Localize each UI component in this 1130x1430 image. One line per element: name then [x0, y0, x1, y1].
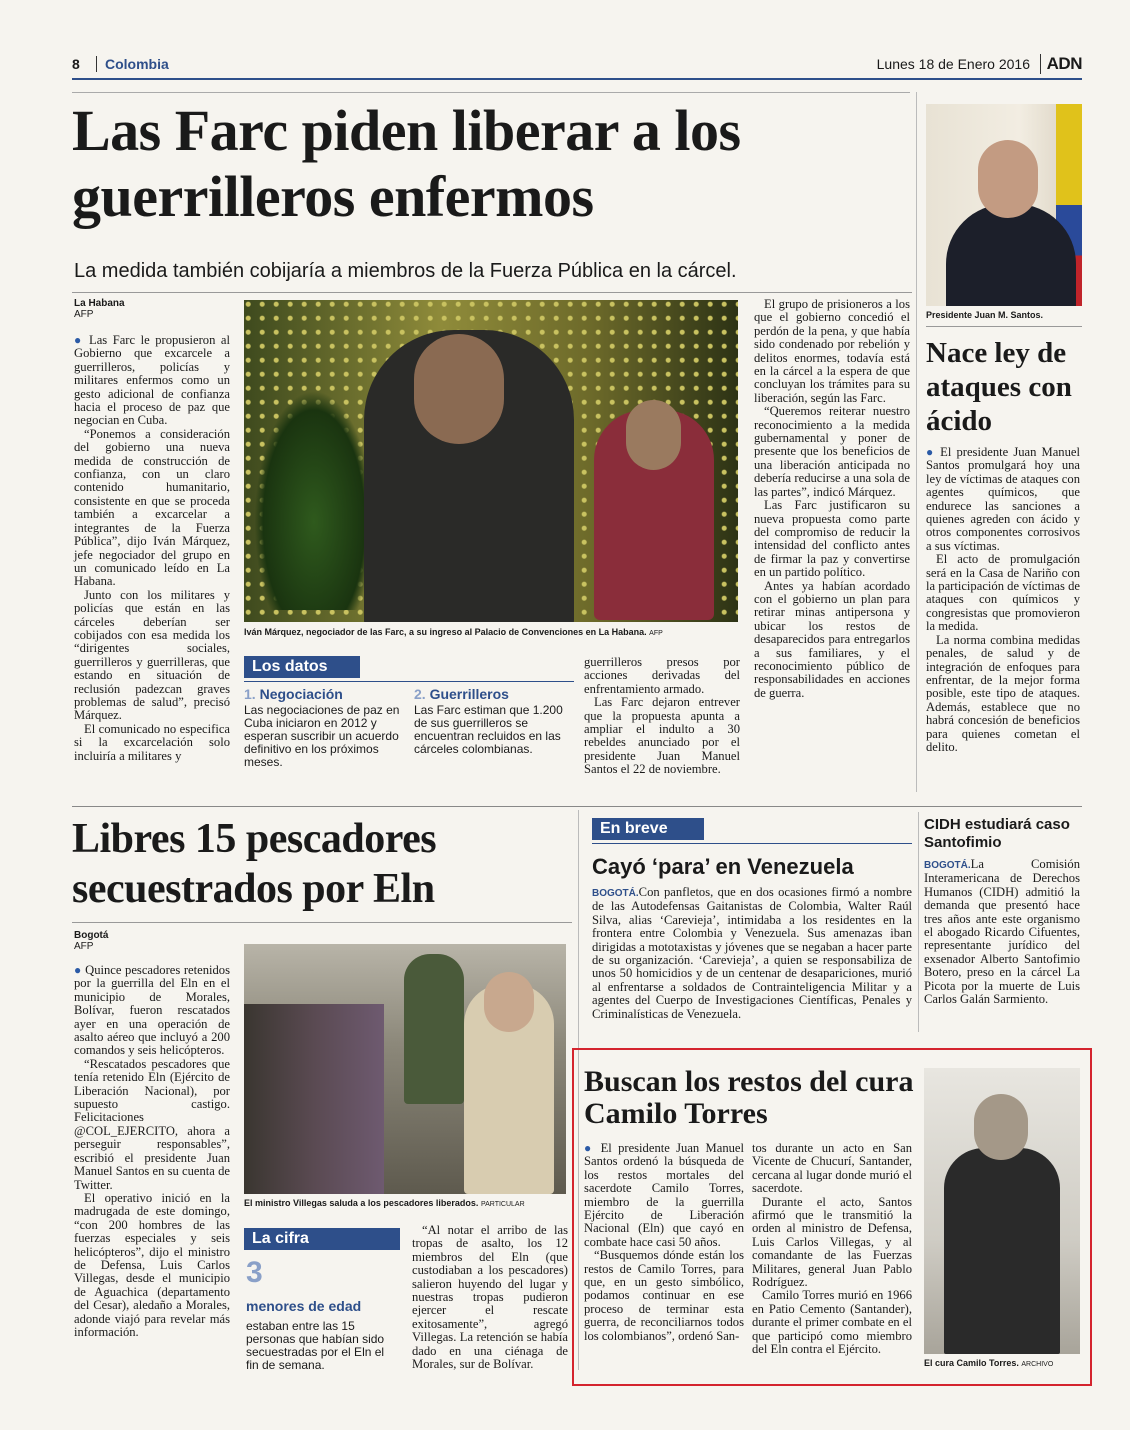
main-col3-p4: Antes ya habían acordado con el gobierno un plan para retirar minas antipersona y ubicar los restos de desaparecidos para entregarlos a sus familiares, y el reconocimiento público de responsabilidades en acciones de guerra.: [754, 578, 910, 700]
villegas-photo: [244, 944, 566, 1194]
villegas-photo-credit: PARTICULAR: [480, 1201, 525, 1208]
torres-col1: [584, 1142, 744, 1343]
cifra-text: estaban entre las 15 personas que habían sido secuestradas por el Eln el fin de semana.: [246, 1319, 385, 1372]
cidh-text: La Comisión Interamericana de Derechos Humanos (CIDH) admitió la demanda que presentó hace tres años ante este organismo el abogado Ricardo Cifuentes, representante jurídico del exsenador Alberto Santofimio Botero, preso en la cárcel La Picota por la muerte de Luis Carlos Galán Sarmiento.: [924, 857, 1080, 1007]
main-col1-p2: “Ponemos a consideración del gobierno una nueva medida de construcción de confianza, con un claro contenido humanitario, consistente en que se proceda también a excarcelar a integrantes de la Fuerza Pública”, dijo Iván Márquez, jefe negociador del grupo en un comunicado leído en La Habana.: [74, 426, 230, 589]
pesca-headline: Libres 15 pescadores secuestrados por Eln: [72, 816, 437, 912]
pesca-dateline: [74, 930, 234, 952]
datos-tag: Los datos: [244, 656, 360, 678]
soldier-figure: [404, 954, 464, 1104]
main-col1-p3: Junto con los militares y policías que están en las cárceles deberían ser cobijados con esa medida los “dirigentes sociales, guerrilleros y guerrilleras, que estando en situación de reclusión padezcan graves problemas de salud”, precisó Márquez.: [74, 587, 230, 723]
torres-p4: Durante el acto, Santos afirmó que le transmitió la orden al ministro de Defensa, Luis Carlos Villegas, y al comandante de las Fuerzas Militares, general Juan Pablo Rodríguez.: [752, 1194, 912, 1290]
dato-2-title: Guerrilleros: [429, 686, 509, 702]
pesca-col3: [412, 1224, 568, 1371]
breve-text: Con panfletos, que en dos ocasiones firmó a nombre de las Autodefensas Gaitanistas de Colombia, Walter Raúl Silva, alias ‘Carevieja’, intimidaba a los residentes en la frontera entre Colombia y Venezuela. Sus amenazas iban dirigidas a mototaxistas y jóvenes que se negaban a hacer parte de su organización. ‘Carevieja’, a quien se responsabiliza de unos 50 homicidios y de un centenar de desapariciones, murió al enfrentarse a soldados de Contrainteligencia Militar y a agentes del Cuerpo de Investigaciones Científicas, Penales y Criminalísticas de Venezuela.: [592, 885, 912, 1021]
plant-shape: [254, 390, 374, 610]
acid-headline: Nace ley de ataques con ácido: [926, 337, 1072, 437]
main-col3-p1: El grupo de prisioneros a los que el gobierno concedió el perdón de la pena, y que había sido condenado por rebelión y delitos enormes, todavía está en la cárcel a la espera de que concluyan los trámites para su liberación, según las Farc.: [754, 297, 910, 405]
second-man-face: [626, 400, 681, 470]
main-col2-p1: guerrilleros presos por acciones derivadas del enfrentamiento armado.: [584, 655, 740, 696]
acid-body: [926, 446, 1080, 754]
main-headline: Las Farc piden liberar a los guerrilleros enfermos: [72, 98, 741, 229]
santos-body: [946, 204, 1076, 306]
brand-logo: ADN: [1040, 54, 1082, 74]
page-date: Lunes 18 de Enero 2016: [876, 56, 1030, 72]
torres-col2: [752, 1142, 912, 1357]
acid-p3: La norma combina medidas penales, de salud y de integración de enfoques para enfrentar, de la mejor forma posible, este tipo de ataques. Además, establece que no habrá concesión de beneficios para quienes cometan el delito.: [926, 632, 1080, 754]
pesca-rule: [72, 922, 572, 923]
pesca-p1: Quince pescadores retenidos por la guerrilla del Eln en el municipio de Morales, Bolívar, fueron rescatados ayer en una operación de asalto aéreo que incluyó a 200 comandos y seis helicópteros.: [74, 963, 231, 1058]
cidh-headline: CIDH estudiará caso Santofimio: [924, 816, 1070, 851]
subhead-rule: [72, 292, 912, 293]
santos-photo: [926, 104, 1082, 306]
header-subrule: [72, 92, 910, 93]
torres-p2: “Busquemos dónde están los restos de Camilo Torres, para que, en un gesto simbólico, podamos continuar en ese proceso de terminar esta guerra, de reconciliarnos todos los colombianos”, ordenó San-: [584, 1248, 744, 1343]
breve-headline: Cayó ‘para’ en Venezuela: [592, 854, 854, 879]
datos-rule: [244, 681, 574, 682]
torres-p3: tos durante un acto en San Vicente de Chucurí, Santander, cercana al lugar donde murió el sacerdote.: [752, 1141, 912, 1196]
breve-dateline: BOGOTÁ.: [592, 888, 639, 899]
main-col2-bottom: [584, 656, 740, 777]
dato-1-text: Las negociaciones de paz en Cuba iniciaron en 2012 y esperan suscribir un acuerdo definitivo en los próximos meses.: [244, 703, 400, 769]
torres-face: [974, 1094, 1028, 1160]
cifra-number: 3: [246, 1256, 263, 1289]
pesca-dateline-agency: AFP: [74, 941, 94, 952]
pesca-dateline-place: Bogotá: [74, 930, 109, 941]
torres-photo-caption: El cura Camilo Torres. ARCHIVO: [924, 1358, 1054, 1368]
cifra-tag: La cifra: [244, 1228, 400, 1250]
section-name: Colombia: [96, 56, 169, 72]
breve-rule: [592, 843, 912, 844]
main-col1: [74, 334, 230, 763]
cidh-dateline: BOGOTÁ.: [924, 860, 971, 871]
bullet-icon: ●: [584, 1141, 601, 1155]
pesca-col3-p1: “Al notar el arribo de las tropas de asalto, los 12 miembros del Eln (que custodiaban a los pescadores) salieron huyendo del lugar y nuestras tropas pudieron ejercer el rescate exitosamente”, agregó Villegas. La retención se había dado en una ciénaga de Morales, sur de Bolívar.: [412, 1223, 568, 1372]
santos-photo-caption: Presidente Juan M. Santos.: [926, 310, 1044, 320]
main-col3: [754, 298, 910, 700]
dateline-agency: AFP: [74, 309, 94, 320]
main-col3-p2: “Queremos reiterar nuestro reconocimiento a la medida gubernamental y poner de presente que los beneficios de una liberación anticipada no debería reducirse a una sola de las partes”, indicó Márquez.: [754, 404, 910, 499]
torres-photo: [924, 1068, 1080, 1354]
marquez-photo-caption: Iván Márquez, negociador de las Farc, a su ingreso al Palacio de Convenciones en La Habana. AFP: [244, 627, 663, 637]
photo-credit: AFP: [649, 630, 663, 637]
main-col2-p2: Las Farc dejaron entrever que la propuesta apunta a ampliar el indulto a 30 rebeldes anunciado por el presidente Juan Manuel Santos el 22 de noviembre.: [584, 695, 740, 777]
pesca-p2: “Rescatados pescadores que tenía retenido Eln (Ejército de Liberación Nacional), por supuesto castigo. Felicitaciones @COL_EJERCITO, ahora a perseguir responsables”, escribió el presidente Juan Manuel Santos en su cuenta de Twitter.: [74, 1056, 230, 1192]
bullet-icon: ●: [74, 333, 89, 347]
main-col1-p1: Las Farc le propusieron al Gobierno que excarcele a guerrilleros, policías y militares enfermos como un gesto adicional de confianza hacia el proceso de paz que negocian en Cuba.: [74, 333, 230, 428]
side-divider: [916, 92, 917, 792]
torres-p1: El presidente Juan Manuel Santos ordenó la búsqueda de los restos mortales del sacerdote Camilo Torres, miembro de la guerrilla Ejército de Liberación Nacional (Eln) que cayó en combate hace casi 50 años.: [584, 1141, 745, 1249]
acid-p2: El acto de promulgación será en la Casa de Nariño con la participación de víctimas de ataques con químicos y congresistas que promovieron la medida.: [926, 552, 1080, 634]
torres-headline: Buscan los restos del cura Camilo Torres: [584, 1065, 914, 1130]
bullet-icon: ●: [74, 963, 86, 977]
torres-p5: Camilo Torres murió en 1966 en Patio Cemento (Santander), durante el primer combate en el que participó como miembro del Eln contra el Ejército.: [752, 1288, 912, 1357]
pesca-p3: El operativo inició en la madrugada de este domingo, “con 200 hombres de las fuerzas especiales y seis helicópteros”, dijo el ministro de Defensa, Luis Carlos Villegas, desde el municipio de Aguachica (departamento del Cesar), aledaño a Morales, adonde viajó para revelar más información.: [74, 1190, 230, 1339]
villegas-face: [484, 972, 534, 1032]
header-rule: [72, 78, 1082, 80]
cifra-label: menores de edad: [246, 1298, 362, 1314]
main-dateline: [74, 298, 234, 320]
page-number: 8: [72, 56, 80, 72]
bullet-icon: ●: [926, 445, 941, 459]
dato-1-num: 1.: [244, 686, 256, 702]
dato-2-num: 2.: [414, 686, 426, 702]
villegas-photo-caption: El ministro Villegas saluda a los pescadores liberados. PARTICULAR: [244, 1198, 525, 1208]
marquez-photo: [244, 300, 738, 622]
main-subhead: La medida también cobijaría a miembros de la Fuerza Pública en la cárcel.: [74, 260, 737, 282]
marquez-face: [414, 334, 504, 444]
crowd-left: [244, 1004, 384, 1194]
dato-2-text: Las Farc estiman que 1.200 de sus guerrilleros se encuentran recluidos en las cárceles colombianas.: [414, 703, 563, 756]
pesca-col1: [74, 964, 230, 1339]
santos-face: [978, 140, 1038, 218]
dato-1-title: Negociación: [259, 686, 343, 702]
main-col1-p4: El comunicado no especifica si la excarcelación solo incluiría a militares y: [74, 721, 230, 763]
acid-p1: El presidente Juan Manuel Santos promulgará hoy una ley de víctimas de ataques con agentes químicos, que endurece las sanciones a quienes agreden con ácido y otros componentes corrosivos a sus víctimas.: [926, 445, 1080, 553]
cidh-body: [924, 858, 1080, 1006]
dato-2: [414, 686, 574, 756]
main-col3-p3: Las Farc justificaron su nueva propuesta como parte del compromiso de reducir la intensidad del conflicto antes de firmar la paz y convertirse en un partido político.: [754, 498, 910, 580]
side-rule: [926, 326, 1082, 327]
breve-body: [592, 886, 912, 1021]
torres-coat: [944, 1148, 1060, 1354]
torres-photo-credit: ARCHIVO: [1021, 1361, 1054, 1368]
dateline-place: La Habana: [74, 298, 125, 309]
cidh-divider: [918, 812, 919, 1032]
dato-1: [244, 686, 404, 769]
page-header: [72, 54, 1082, 76]
mid-rule: [72, 806, 1082, 807]
breve-tag: En breve: [592, 818, 704, 840]
